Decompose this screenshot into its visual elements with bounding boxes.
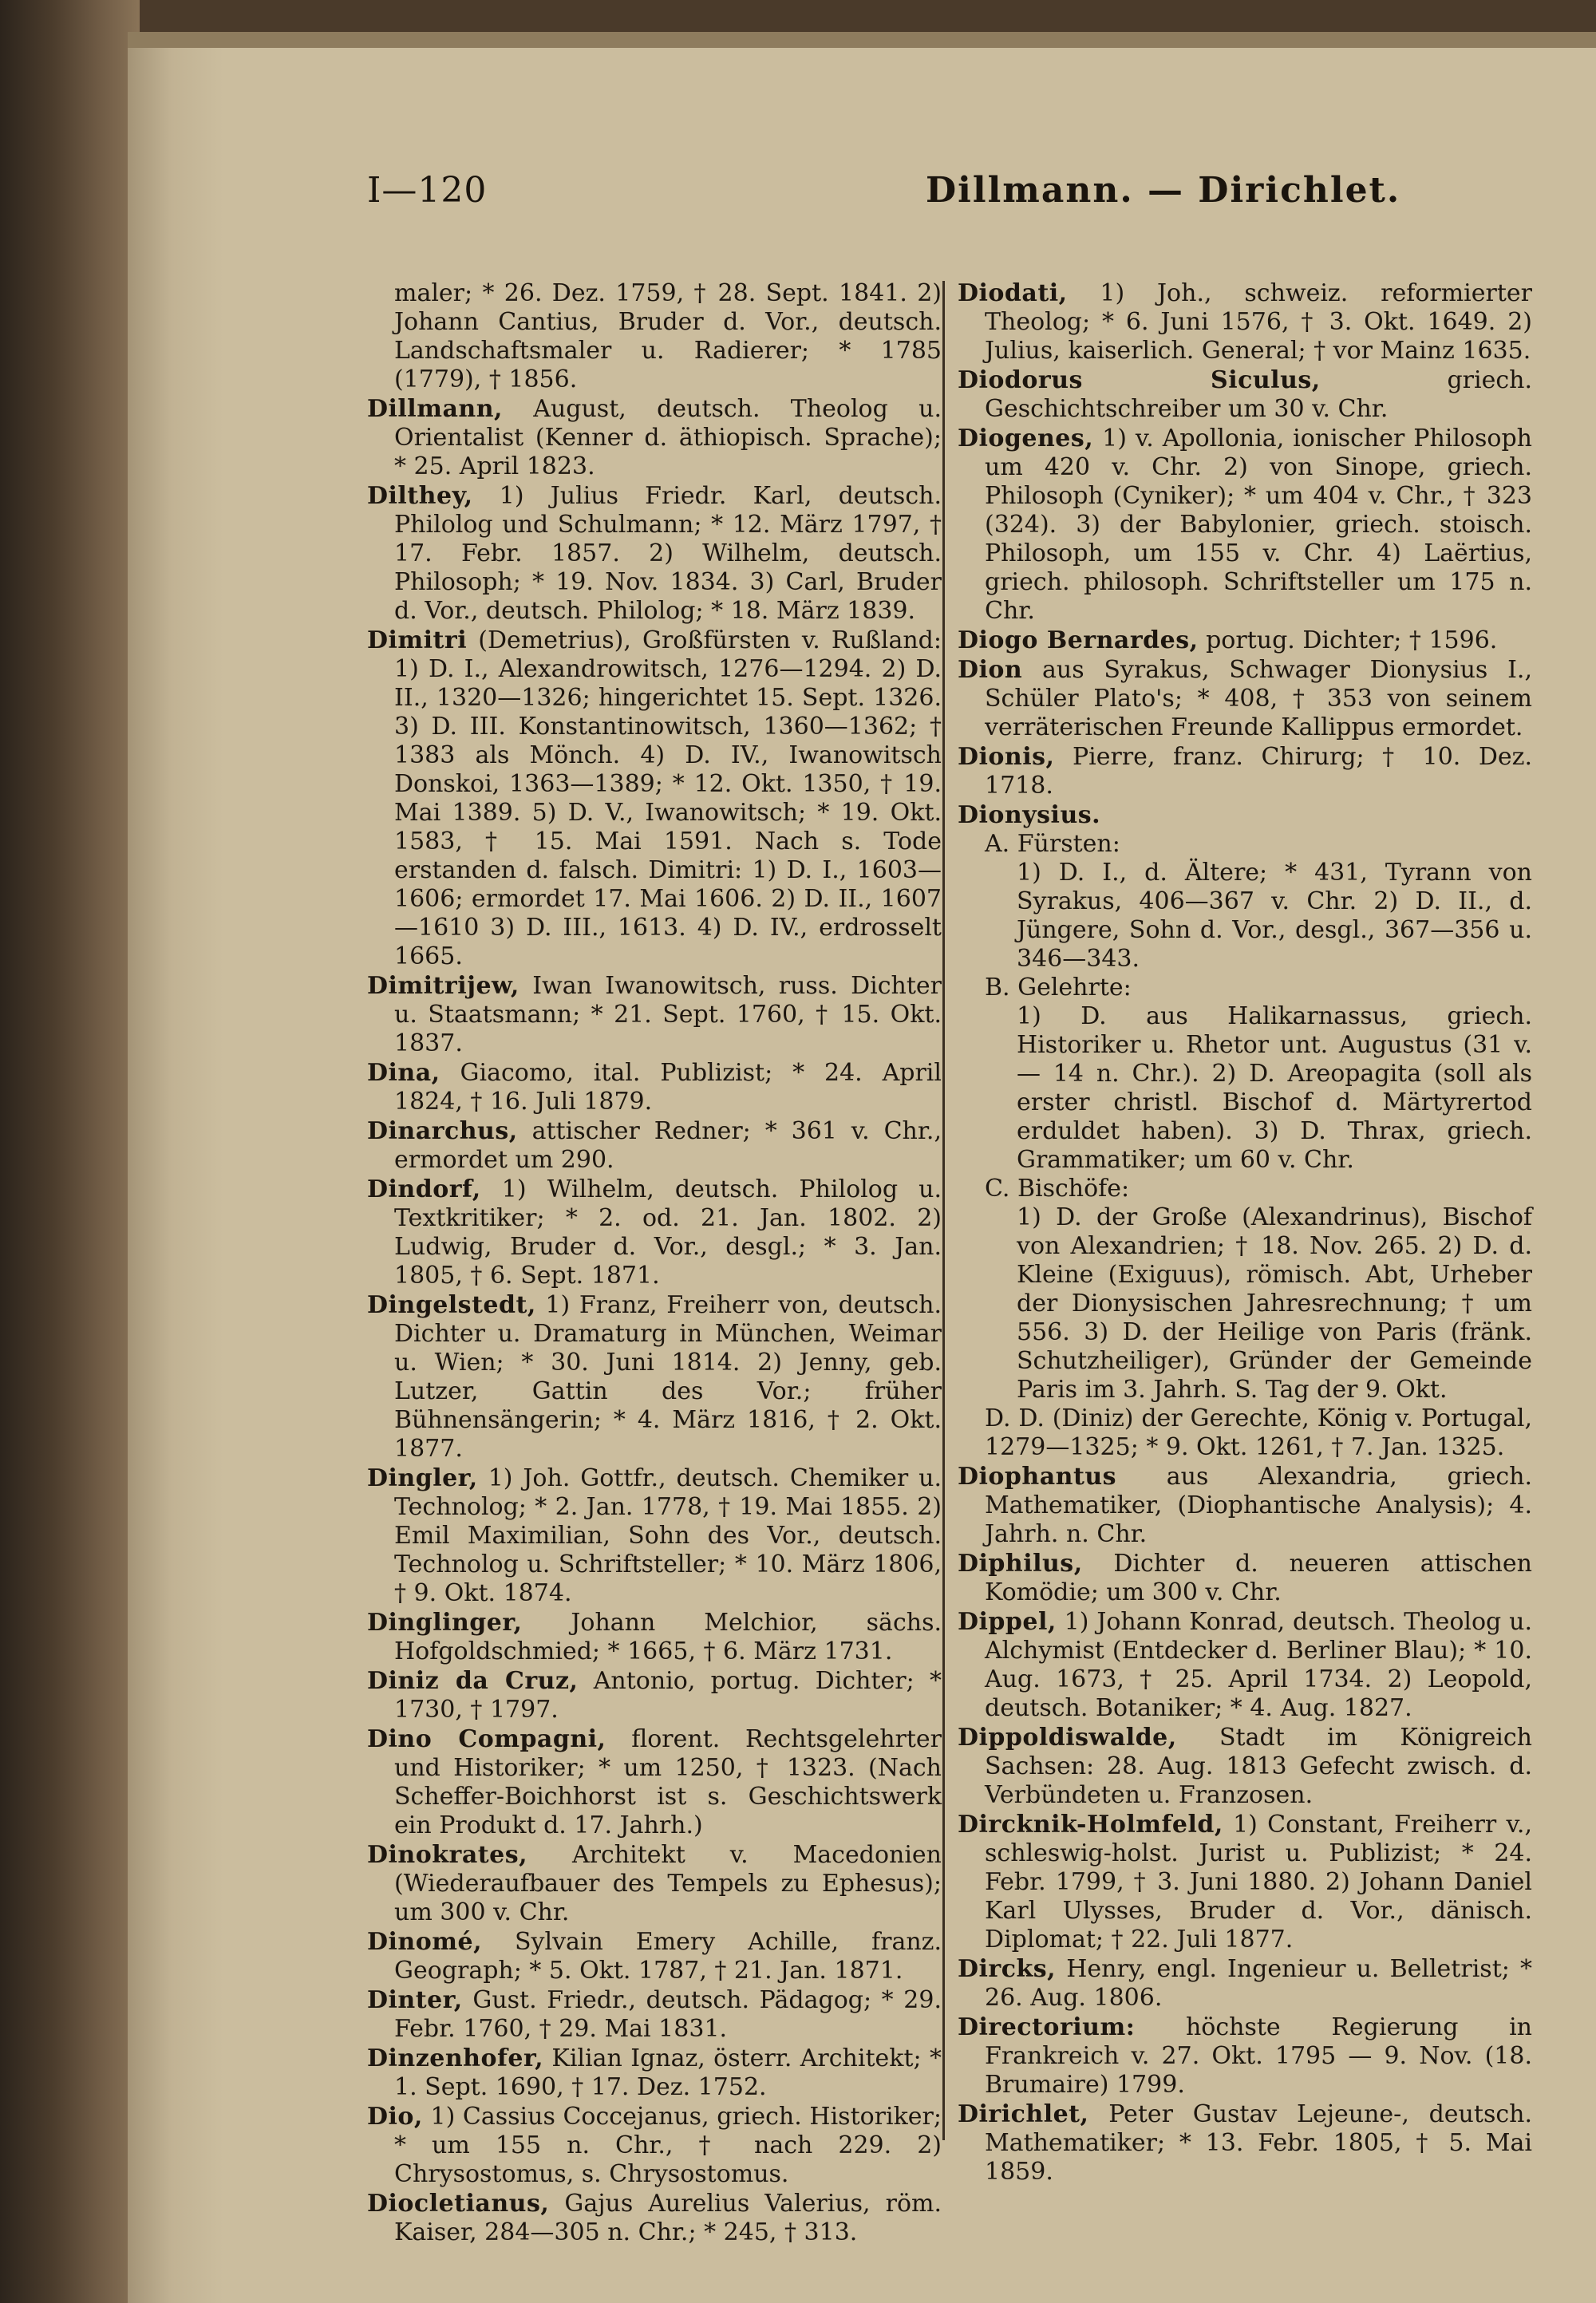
dictionary-entry bbox=[367, 1928, 942, 1985]
entry-text: August, deutsch. Theolog u. Orientalist (Kenner d. äthiopisch. Sprache); * 25. April 1823. bbox=[394, 395, 942, 480]
dictionary-entry bbox=[367, 972, 942, 1058]
entry-headword: Dimitrijew, bbox=[367, 972, 519, 1000]
dictionary-entry bbox=[958, 743, 1532, 800]
entry-text: 1) Johann Konrad, deutsch. Theolog u. Alchymist (Entdecker d. Berliner Blau); * 10. Aug. 1673, † 25. April 1734. 2) Leopold, deutsch. Botaniker; * 4. Aug. 1827. bbox=[985, 1608, 1532, 1722]
dictionary-entry bbox=[367, 1841, 942, 1927]
entry-text: 1) Joh. Gottfr., deutsch. Chemiker u. Technolog; * 2. Jan. 1778, † 19. Mai 1855. 2) Emil Maximilian, Sohn des Vor., deutsch. Technolog u. Schriftsteller; * 10. März 1806, † 9. Okt. 1874. bbox=[394, 1464, 942, 1607]
entry-headword: Dippoldiswalde, bbox=[958, 1724, 1177, 1752]
entry-headword: Dino Compagni, bbox=[367, 1725, 606, 1753]
dictionary-entry bbox=[367, 2190, 942, 2247]
dictionary-entry bbox=[958, 656, 1532, 742]
dictionary-entry bbox=[367, 626, 942, 971]
entry-headword: Dippel, bbox=[958, 1608, 1057, 1636]
entry-headword: Dillmann, bbox=[367, 395, 503, 423]
dictionary-entry bbox=[958, 2100, 1532, 2186]
dictionary-entry bbox=[958, 1608, 1532, 1723]
dictionary-entry bbox=[367, 482, 942, 626]
entry-subgroup-title: A. Fürsten: bbox=[985, 830, 1120, 858]
entry-text: Kilian Ignaz, österr. Architekt; * 1. Sept. 1690, † 17. Dez. 1752. bbox=[394, 2044, 942, 2101]
entry-subgroup-item: 1) D. aus Halikarnassus, griech. Historiker u. Rhetor unt. Augustus (31 v. — 14 n. Chr.). 2) D. Areopagita (soll als erster christl. Bischof d. Märtyrertod erduldet haben). 3) D. Thrax, griech. Grammatiker; um 60 v. Chr. bbox=[1017, 1002, 1532, 1174]
dictionary-entry bbox=[367, 2103, 942, 2189]
dictionary-entry bbox=[367, 279, 942, 394]
entry-headword: Diogenes, bbox=[958, 425, 1094, 452]
entry-headword: Dinarchus, bbox=[367, 1117, 518, 1145]
dictionary-entry bbox=[367, 1986, 942, 2044]
dictionary-entry bbox=[367, 1175, 942, 1290]
entry-headword: Dinglinger, bbox=[367, 1609, 523, 1637]
dictionary-entry bbox=[958, 1463, 1532, 1549]
book-page bbox=[128, 48, 1596, 2303]
entry-subgroup-item: 1) D. der Große (Alexandrinus), Bischof von Alexandrien; † 18. Nov. 265. 2) D. d. Kleine (Exiguus), römisch. Abt, Urheber der Dionysischen Jahresrechnung; † um 556. 3) D. der Heilige von Paris (fränk. Schutzheiliger), Gründer der Gemeinde Paris im 3. Jahrh. S. Tag der 9. Okt. bbox=[1017, 1203, 1532, 1404]
entry-text: attischer Redner; * 361 v. Chr., ermordet um 290. bbox=[394, 1117, 942, 1174]
entry-headword: Dio, bbox=[367, 2103, 423, 2131]
entry-text: Stadt im Königreich Sachsen: 28. Aug. 1813 Gefecht zwisch. d. Verbündeten u. Franzosen. bbox=[985, 1724, 1532, 1809]
entry-text: 1) Joh., schweiz. reformierter Theolog; * 6. Juni 1576, † 3. Okt. 1649. 2) Julius, kaiserlich. General; † vor Mainz 1635. bbox=[985, 279, 1532, 365]
entry-text: 1) Cassius Coccejanus, griech. Historiker; * um 155 n. Chr., † nach 229. 2) Chrysostomus, s. Chrysostomus. bbox=[394, 2103, 942, 2188]
entry-text: Gust. Friedr., deutsch. Pädagog; * 29. Febr. 1760, † 29. Mai 1831. bbox=[394, 1986, 942, 2043]
entry-subgroup-title: B. Gelehrte: bbox=[985, 974, 1132, 1001]
entry-headword: Dircks, bbox=[958, 1955, 1057, 1983]
right-column bbox=[958, 279, 1533, 2186]
dictionary-entry-dionysius bbox=[958, 801, 1532, 1462]
entry-headword: Dionysius. bbox=[958, 801, 1101, 829]
dictionary-entry bbox=[958, 626, 1532, 655]
entry-headword: Dilthey, bbox=[367, 482, 473, 510]
dictionary-entry bbox=[958, 1955, 1532, 2013]
entry-headword: Dingelstedt, bbox=[367, 1291, 536, 1319]
entry-headword: Dinter, bbox=[367, 1986, 463, 2014]
book-spine-edge bbox=[0, 0, 140, 2303]
entry-text: griech. Geschichtschreiber um 30 v. Chr. bbox=[985, 366, 1533, 423]
entry-text: 1) Franz, Freiherr von, deutsch. Dichter u. Dramaturg in München, Weimar u. Wien; * 30. Juni 1814. 2) Jenny, geb. Lutzer, Gattin des Vor.; früher Bühnensängerin; * 4. März 1816, † 2. Okt. 1877. bbox=[394, 1291, 942, 1463]
entry-headword: Diodati, bbox=[958, 279, 1068, 307]
entry-headword: Diniz da Cruz, bbox=[367, 1667, 579, 1695]
entry-text: portug. Dichter; † 1596. bbox=[1198, 626, 1498, 654]
entry-text: Johann Melchior, sächs. Hofgoldschmied; * 1665, † 6. März 1731. bbox=[394, 1609, 942, 1665]
entry-text: höchste Regierung in Frankreich v. 27. Okt. 1795 — 9. Nov. (18. Brumaire) 1799. bbox=[985, 2013, 1532, 2099]
entry-text: Sylvain Emery Achille, franz. Geograph; * 5. Okt. 1787, † 21. Jan. 1871. bbox=[394, 1928, 942, 1985]
entry-headword: Dindorf, bbox=[367, 1175, 481, 1203]
entry-headword: Dirichlet, bbox=[958, 2100, 1089, 2128]
entry-text: (Demetrius), Großfürsten v. Rußland: 1) D. I., Alexandrowitsch, 1276—1294. 2) D. II., 1320—1326; hingerichtet 15. Sept. 1326. 3) D. III. Konstantinowitsch, 1360—1362; † 1383 als Mönch. 4) D. IV., Iwanowitsch Donskoi, 1363—1389; * 12. Okt. 1350, † 19. Mai 1389. 5) D. V., Iwanowitsch; * 19. Okt. 1583, † 15. Mai 1591. Nach s. Tode erstanden d. falsch. Dimitri: 1) D. I., 1603—1606; ermordet 17. Mai 1606. 2) D. II., 1607—1610 3) D. III., 1613. 4) D. IV., erdrosselt 1665. bbox=[394, 626, 942, 970]
entry-text: aus Syrakus, Schwager Dionysius I., Schüler Plato's; * 408, † 353 von seinem verräterischen Freunde Kallippus ermordet. bbox=[985, 656, 1532, 741]
entry-subgroup-item: 1) D. I., d. Ältere; * 431, Tyrann von Syrakus, 406—367 v. Chr. 2) D. II., d. Jüngere, Sohn d. Vor., desgl., 367—356 u. 346—343. bbox=[1017, 859, 1532, 973]
entry-headword: Dion bbox=[958, 656, 1023, 684]
entry-text: Architekt v. Macedonien (Wiederaufbauer des Tempels zu Ephesus); um 300 v. Chr. bbox=[394, 1841, 942, 1926]
entry-headword: Dinzenhofer, bbox=[367, 2044, 544, 2072]
dictionary-entry bbox=[367, 1609, 942, 1666]
dictionary-entry bbox=[367, 1667, 942, 1724]
entry-headword: Dinokrates, bbox=[367, 1841, 528, 1869]
page-header bbox=[128, 170, 1596, 226]
dictionary-entry bbox=[367, 1725, 942, 1840]
entry-headword: Diphilus, bbox=[958, 1550, 1083, 1578]
left-column bbox=[367, 279, 942, 2246]
entry-text: 1) Wilhelm, deutsch. Philolog u. Textkritiker; * 2. od. 21. Jan. 1802. 2) Ludwig, Bruder d. Vor., desgl.; * 3. Jan. 1805, † 6. Sept. 1871. bbox=[394, 1175, 942, 1290]
entry-text: maler; * 26. Dez. 1759, † 28. Sept. 1841. 2) Johann Cantius, Bruder d. Vor., deutsch. Landschaftsmaler u. Radierer; * 1785 (1779), † 1856. bbox=[394, 279, 942, 393]
entry-subgroup-title: D. D. (Diniz) der Gerechte, König v. Portugal, 1279—1325; * 9. Okt. 1261, † 7. Jan. 1325. bbox=[985, 1404, 1532, 1461]
dictionary-entry bbox=[958, 1550, 1532, 1607]
dictionary-entry bbox=[958, 2013, 1532, 2100]
entry-headword: Dimitri bbox=[367, 626, 468, 654]
dictionary-entry bbox=[367, 1291, 942, 1464]
entry-headword: Diocletianus, bbox=[367, 2190, 550, 2218]
entry-text: Henry, engl. Ingenieur u. Belletrist; * 26. Aug. 1806. bbox=[985, 1955, 1532, 2012]
entry-headword: Dinomé, bbox=[367, 1928, 483, 1956]
entry-text: Dichter d. neueren attischen Komödie; um 300 v. Chr. bbox=[985, 1550, 1532, 1606]
entry-text: aus Alexandria, griech. Mathematiker, (Diophantische Analysis); 4. Jahrh. n. Chr. bbox=[985, 1463, 1532, 1548]
dictionary-entry bbox=[367, 2044, 942, 2102]
entry-text: Gajus Aurelius Valerius, röm. Kaiser, 284—305 n. Chr.; * 245, † 313. bbox=[394, 2190, 942, 2246]
dictionary-entry bbox=[367, 1464, 942, 1608]
entry-headword: Diophantus bbox=[958, 1463, 1117, 1491]
column-divider bbox=[942, 281, 945, 2140]
entry-text: 1) Julius Friedr. Karl, deutsch. Philolog und Schulmann; * 12. März 1797, † 17. Febr. 1857. 2) Wilhelm, deutsch. Philosoph; * 19. Nov. 1834. 3) Carl, Bruder d. Vor., deutsch. Philolog; * 18. März 1839. bbox=[394, 482, 942, 625]
dictionary-entry bbox=[367, 1117, 942, 1175]
dictionary-entry bbox=[958, 279, 1532, 365]
running-head: Dillmann. — Dirichlet. bbox=[926, 170, 1401, 211]
entry-headword: Dircknik-Holmfeld, bbox=[958, 1811, 1223, 1839]
dictionary-entry bbox=[367, 1059, 942, 1116]
page-number: I—120 bbox=[367, 170, 488, 211]
dictionary-entry bbox=[367, 395, 942, 481]
entry-headword: Dina, bbox=[367, 1059, 440, 1087]
entry-text: florent. Rechtsgelehrter und Historiker; * um 1250, † 1323. (Nach Scheffer-Boichhorst ist s. Geschichtswerk ein Produkt d. 17. Jahrh.) bbox=[394, 1725, 942, 1839]
entry-text: Iwan Iwanowitsch, russ. Dichter u. Staatsmann; * 21. Sept. 1760, † 15. Okt. 1837. bbox=[394, 972, 942, 1057]
entry-headword: Diogo Bernardes, bbox=[958, 626, 1199, 654]
entry-text: 1) Constant, Freiherr v., schleswig-holst. Jurist u. Publizist; * 24. Febr. 1799, † 3. Juni 1880. 2) Johann Daniel Karl Ulysses, Bruder d. Vor., dänisch. Diplomat; † 22. Juli 1877. bbox=[985, 1811, 1532, 1953]
entry-text: 1) v. Apollonia, ionischer Philosoph um 420 v. Chr. 2) von Sinope, griech. Philosoph (Cyniker); * um 404 v. Chr., † 323 (324). 3) der Babylonier, griech. stoisch. Philosoph, um 155 v. Chr. 4) Laërtius, griech. philosoph. Schriftsteller um 175 n. Chr. bbox=[985, 425, 1532, 625]
entry-headword: Dingler, bbox=[367, 1464, 478, 1492]
entry-subgroup-title: C. Bischöfe: bbox=[985, 1175, 1130, 1203]
entry-text: Pierre, franz. Chirurg; † 10. Dez. 1718. bbox=[985, 743, 1532, 800]
entry-headword: Diodorus Siculus, bbox=[958, 366, 1321, 394]
entry-text: Antonio, portug. Dichter; * 1730, † 1797. bbox=[394, 1667, 942, 1724]
dictionary-entry bbox=[958, 1811, 1532, 1954]
dictionary-entry bbox=[958, 1724, 1532, 1810]
entry-headword: Dionis, bbox=[958, 743, 1055, 771]
entry-text: Peter Gustav Lejeune-, deutsch. Mathematiker; * 13. Febr. 1805, † 5. Mai 1859. bbox=[985, 2100, 1532, 2186]
dictionary-entry bbox=[958, 366, 1532, 424]
entry-headword: Directorium: bbox=[958, 2013, 1136, 2041]
entry-text: Giacomo, ital. Publizist; * 24. April 1824, † 16. Juli 1879. bbox=[394, 1059, 942, 1116]
dictionary-entry bbox=[958, 425, 1532, 626]
